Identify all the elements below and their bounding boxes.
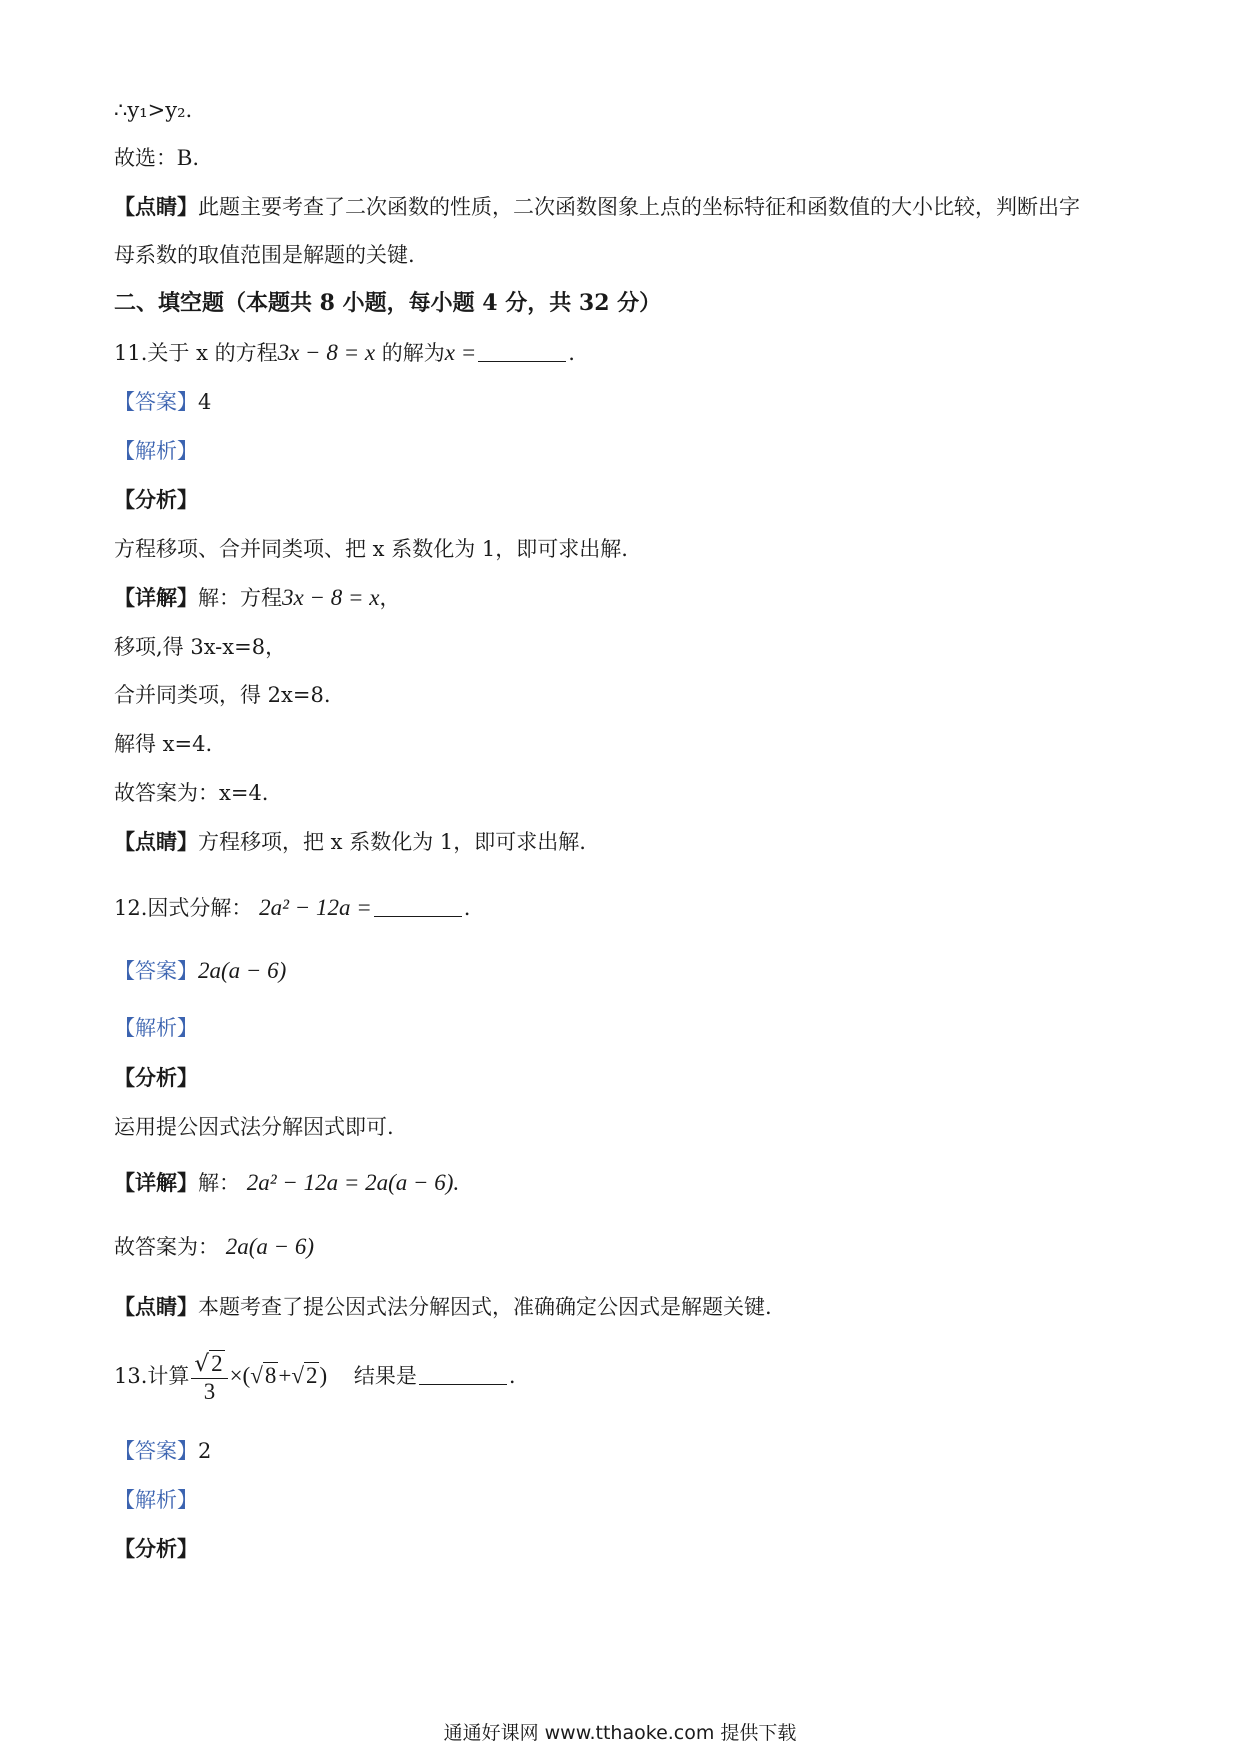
comment-line-2 <box>114 241 415 269</box>
q11-comment-tag: 【点睛】 <box>114 829 198 854</box>
q13-stem-end: . <box>508 1364 516 1388</box>
q12-blank <box>374 894 462 917</box>
q13-sqrt-a-radicand: 8 <box>264 1363 277 1388</box>
choose-value: B <box>177 145 193 170</box>
q11-answer-tag: 【答案】 <box>114 390 198 414</box>
q11-comment-line <box>114 828 586 856</box>
q13-sqrt-b: √2 <box>291 1363 318 1388</box>
q11-analysis-line <box>114 437 198 465</box>
q12-final-equation: 2a(a − 6) <box>225 1234 315 1259</box>
q13-analyze-tag-line <box>114 1535 198 1563</box>
therefore-line <box>114 96 192 124</box>
q12-analyze-text: 运用提公因式法分解因式即可. <box>114 1115 394 1139</box>
q12-comment-tag: 【点睛】 <box>114 1294 198 1319</box>
q11-detail-line <box>114 584 400 612</box>
q11-analysis-tag: 【解析】 <box>114 439 198 463</box>
comment-tag: 【点睛】 <box>114 194 198 219</box>
q11-stem-equation: 3x − 8 = x <box>277 340 376 365</box>
q11-step3-line <box>114 730 212 758</box>
q12-analyze-text-line <box>114 1113 394 1141</box>
q11-analyze-tag-line <box>114 486 198 514</box>
q11-detail-tag: 【详解】 <box>114 585 198 610</box>
comment-text-2: 母系数的取值范围是解题的关键. <box>114 243 415 267</box>
q11-stem-end: . <box>568 341 575 365</box>
q11-stem-mid: 的解为 <box>381 341 445 365</box>
choose-suffix: . <box>192 146 200 170</box>
q13-fraction-numerator <box>191 1350 227 1379</box>
q13-fraction <box>191 1350 227 1405</box>
q12-detail-equation: 2a² − 12a = 2a(a − 6). <box>246 1170 460 1195</box>
q13-sqrt-numerator: √2 <box>194 1351 223 1377</box>
q11-comment-text: 方程移项，把 x 系数化为 1，即可求出解. <box>198 830 586 854</box>
q13-paren-close: ) <box>319 1363 328 1388</box>
q12-detail-tag: 【详解】 <box>114 1170 198 1195</box>
q13-fraction-denominator: 3 <box>203 1379 216 1404</box>
section-title: 二、填空题（本题共 8 小题，每小题 4 分，共 32 分） <box>114 290 662 316</box>
q13-paren-open: ( <box>242 1363 251 1388</box>
q11-analyze-text-line <box>114 535 628 563</box>
q11-final: 故答案为：x=4. <box>114 781 269 805</box>
choose-line <box>114 144 199 172</box>
q13-answer-tag: 【答案】 <box>114 1439 198 1463</box>
q13-sqrt-b-radicand: 2 <box>305 1363 318 1388</box>
therefore-text: ∴y₁>y₂. <box>114 98 193 122</box>
q11-analyze-tag: 【分析】 <box>114 487 198 512</box>
q13-analysis-line <box>114 1486 198 1514</box>
q12-analyze-tag-line <box>114 1064 198 1092</box>
q13-stem-prefix: 13.计算 <box>114 1364 190 1388</box>
q12-stem-equation: 2a² − 12a = <box>259 895 372 920</box>
q13-analysis-tag: 【解析】 <box>114 1488 198 1512</box>
q12-answer-line <box>114 957 286 985</box>
choose-prefix: 故选： <box>114 146 177 170</box>
q11-answer-line <box>114 388 211 416</box>
q12-stem-end: . <box>463 896 471 920</box>
q13-blank <box>419 1362 507 1385</box>
q12-analyze-tag: 【分析】 <box>114 1065 198 1090</box>
comment-line-1 <box>114 193 1080 221</box>
comment-text-1: 此题主要考查了二次函数的性质，二次函数图象上点的坐标特征和函数值的大小比较，判断出字 <box>198 195 1080 219</box>
q11-detail-text: 解：方程 <box>198 586 282 610</box>
q12-stem <box>114 894 470 922</box>
q11-stem-prefix: 11.关于 x 的方程 <box>114 341 278 365</box>
page-footer: 通通好课网 www.tthaoke.com 提供下载 <box>443 1722 797 1744</box>
q12-stem-prefix: 12.因式分解： <box>114 896 253 920</box>
q12-detail-text: 解： <box>198 1171 240 1195</box>
q12-comment-text: 本题考查了提公因式法分解因式，准确确定公因式是解题关键. <box>198 1295 772 1319</box>
q13-sqrt-a: √8 <box>250 1363 277 1388</box>
q12-answer: 2a(a − 6) <box>198 958 287 983</box>
q11-analyze-text: 方程移项、合并同类项、把 x 系数化为 1，即可求出解. <box>114 537 628 561</box>
q13-times: × <box>229 1363 243 1388</box>
q12-comment-line <box>114 1293 772 1321</box>
q13-answer-line <box>114 1437 211 1465</box>
q11-step2-line <box>114 681 331 709</box>
q13-stem <box>114 1346 516 1408</box>
q11-final-line <box>114 779 268 807</box>
q11-detail-equation: 3x − 8 = x <box>282 585 380 610</box>
q11-detail-end: ， <box>379 586 401 610</box>
q11-answer: 4 <box>198 390 212 414</box>
q13-analyze-tag: 【分析】 <box>114 1536 198 1561</box>
q13-answer: 2 <box>198 1439 212 1463</box>
q13-sqrt-numerator-radicand: 2 <box>211 1351 223 1376</box>
q12-detail-line <box>114 1169 459 1197</box>
q11-step2: 合并同类项，得 2x=8. <box>114 683 331 707</box>
q12-answer-tag: 【答案】 <box>114 959 198 983</box>
q13-plus: + <box>278 1363 292 1388</box>
q11-stem-var: x = <box>444 340 477 365</box>
q11-step1: 移项,得 3x-x=8， <box>114 635 287 659</box>
q12-analysis-line <box>114 1014 198 1042</box>
q12-final-prefix: 故答案为： <box>114 1235 219 1259</box>
q13-stem-mid: 结果是 <box>353 1364 417 1388</box>
q11-step3: 解得 x=4. <box>114 732 213 756</box>
q11-stem <box>114 339 575 367</box>
q11-blank <box>478 339 566 362</box>
q12-analysis-tag: 【解析】 <box>114 1016 198 1040</box>
q12-final-line <box>114 1233 314 1261</box>
q11-step1-line <box>114 633 286 661</box>
